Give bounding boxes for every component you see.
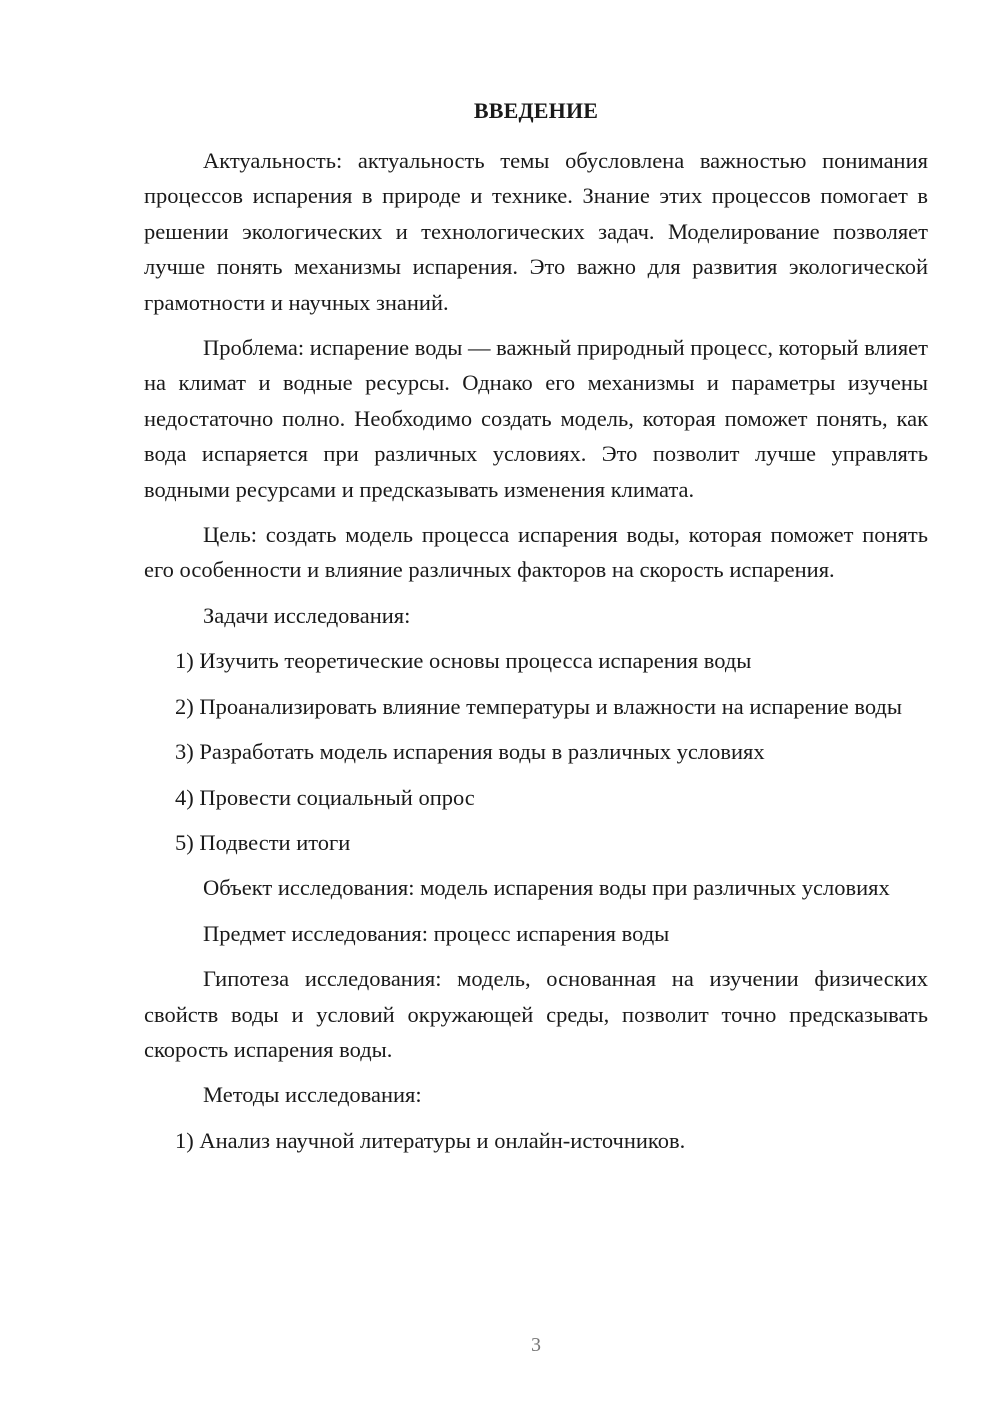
task-item: 2) Проанализировать влияние температуры и влажности на испарение воды <box>175 693 902 719</box>
hypothesis-paragraph: Гипотеза исследования: модель, основанная на изучении физических свойств воды и условий окружающей среды, позволит точно предсказывать скорость испарения воды. <box>144 966 928 1062</box>
task-item: 5) Подвести итоги <box>175 829 351 855</box>
relevance-paragraph: Актуальность: актуальность темы обусловлена важностью понимания процессов испарения в природе и технике. Знание этих процессов помогает в решении экологических и технологических задач. Моделирование позволяет лучше понять механизмы испарения. Это важно для развития экологической грамотности и научных знаний. <box>144 148 928 315</box>
task-item: 1) Изучить теоретические основы процесса испарения воды <box>175 648 752 674</box>
tasks-title: Задачи исследования: <box>203 602 411 628</box>
task-item: 4) Провести социальный опрос <box>175 784 475 810</box>
task-item: 3) Разработать модель испарения воды в различных условиях <box>175 739 765 765</box>
problem-paragraph: Проблема: испарение воды — важный природный процесс, который влияет на климат и водные ресурсы. Однако его механизмы и параметры изучены недостаточно полно. Необходимо создать модель, которая поможет понять, как вода испаряется при различных условиях. Это позволит лучше управлять водными ресурсами и предсказывать изменения климата. <box>144 335 928 502</box>
method-item: 1) Анализ научной литературы и онлайн-источников. <box>175 1127 686 1153</box>
subject-paragraph: Предмет исследования: процесс испарения воды <box>203 920 670 946</box>
page-title: ВВЕДЕНИЕ <box>473 98 599 123</box>
methods-title: Методы исследования: <box>203 1082 422 1108</box>
body-text <box>144 143 928 1168</box>
goal-paragraph: Цель: создать модель процесса испарения воды, которая поможет понять его особенности и влияние различных факторов на скорость испарения. <box>144 522 928 583</box>
object-paragraph: Объект исследования: модель испарения воды при различных условиях <box>203 875 890 901</box>
page-number: 3 <box>531 1334 541 1356</box>
